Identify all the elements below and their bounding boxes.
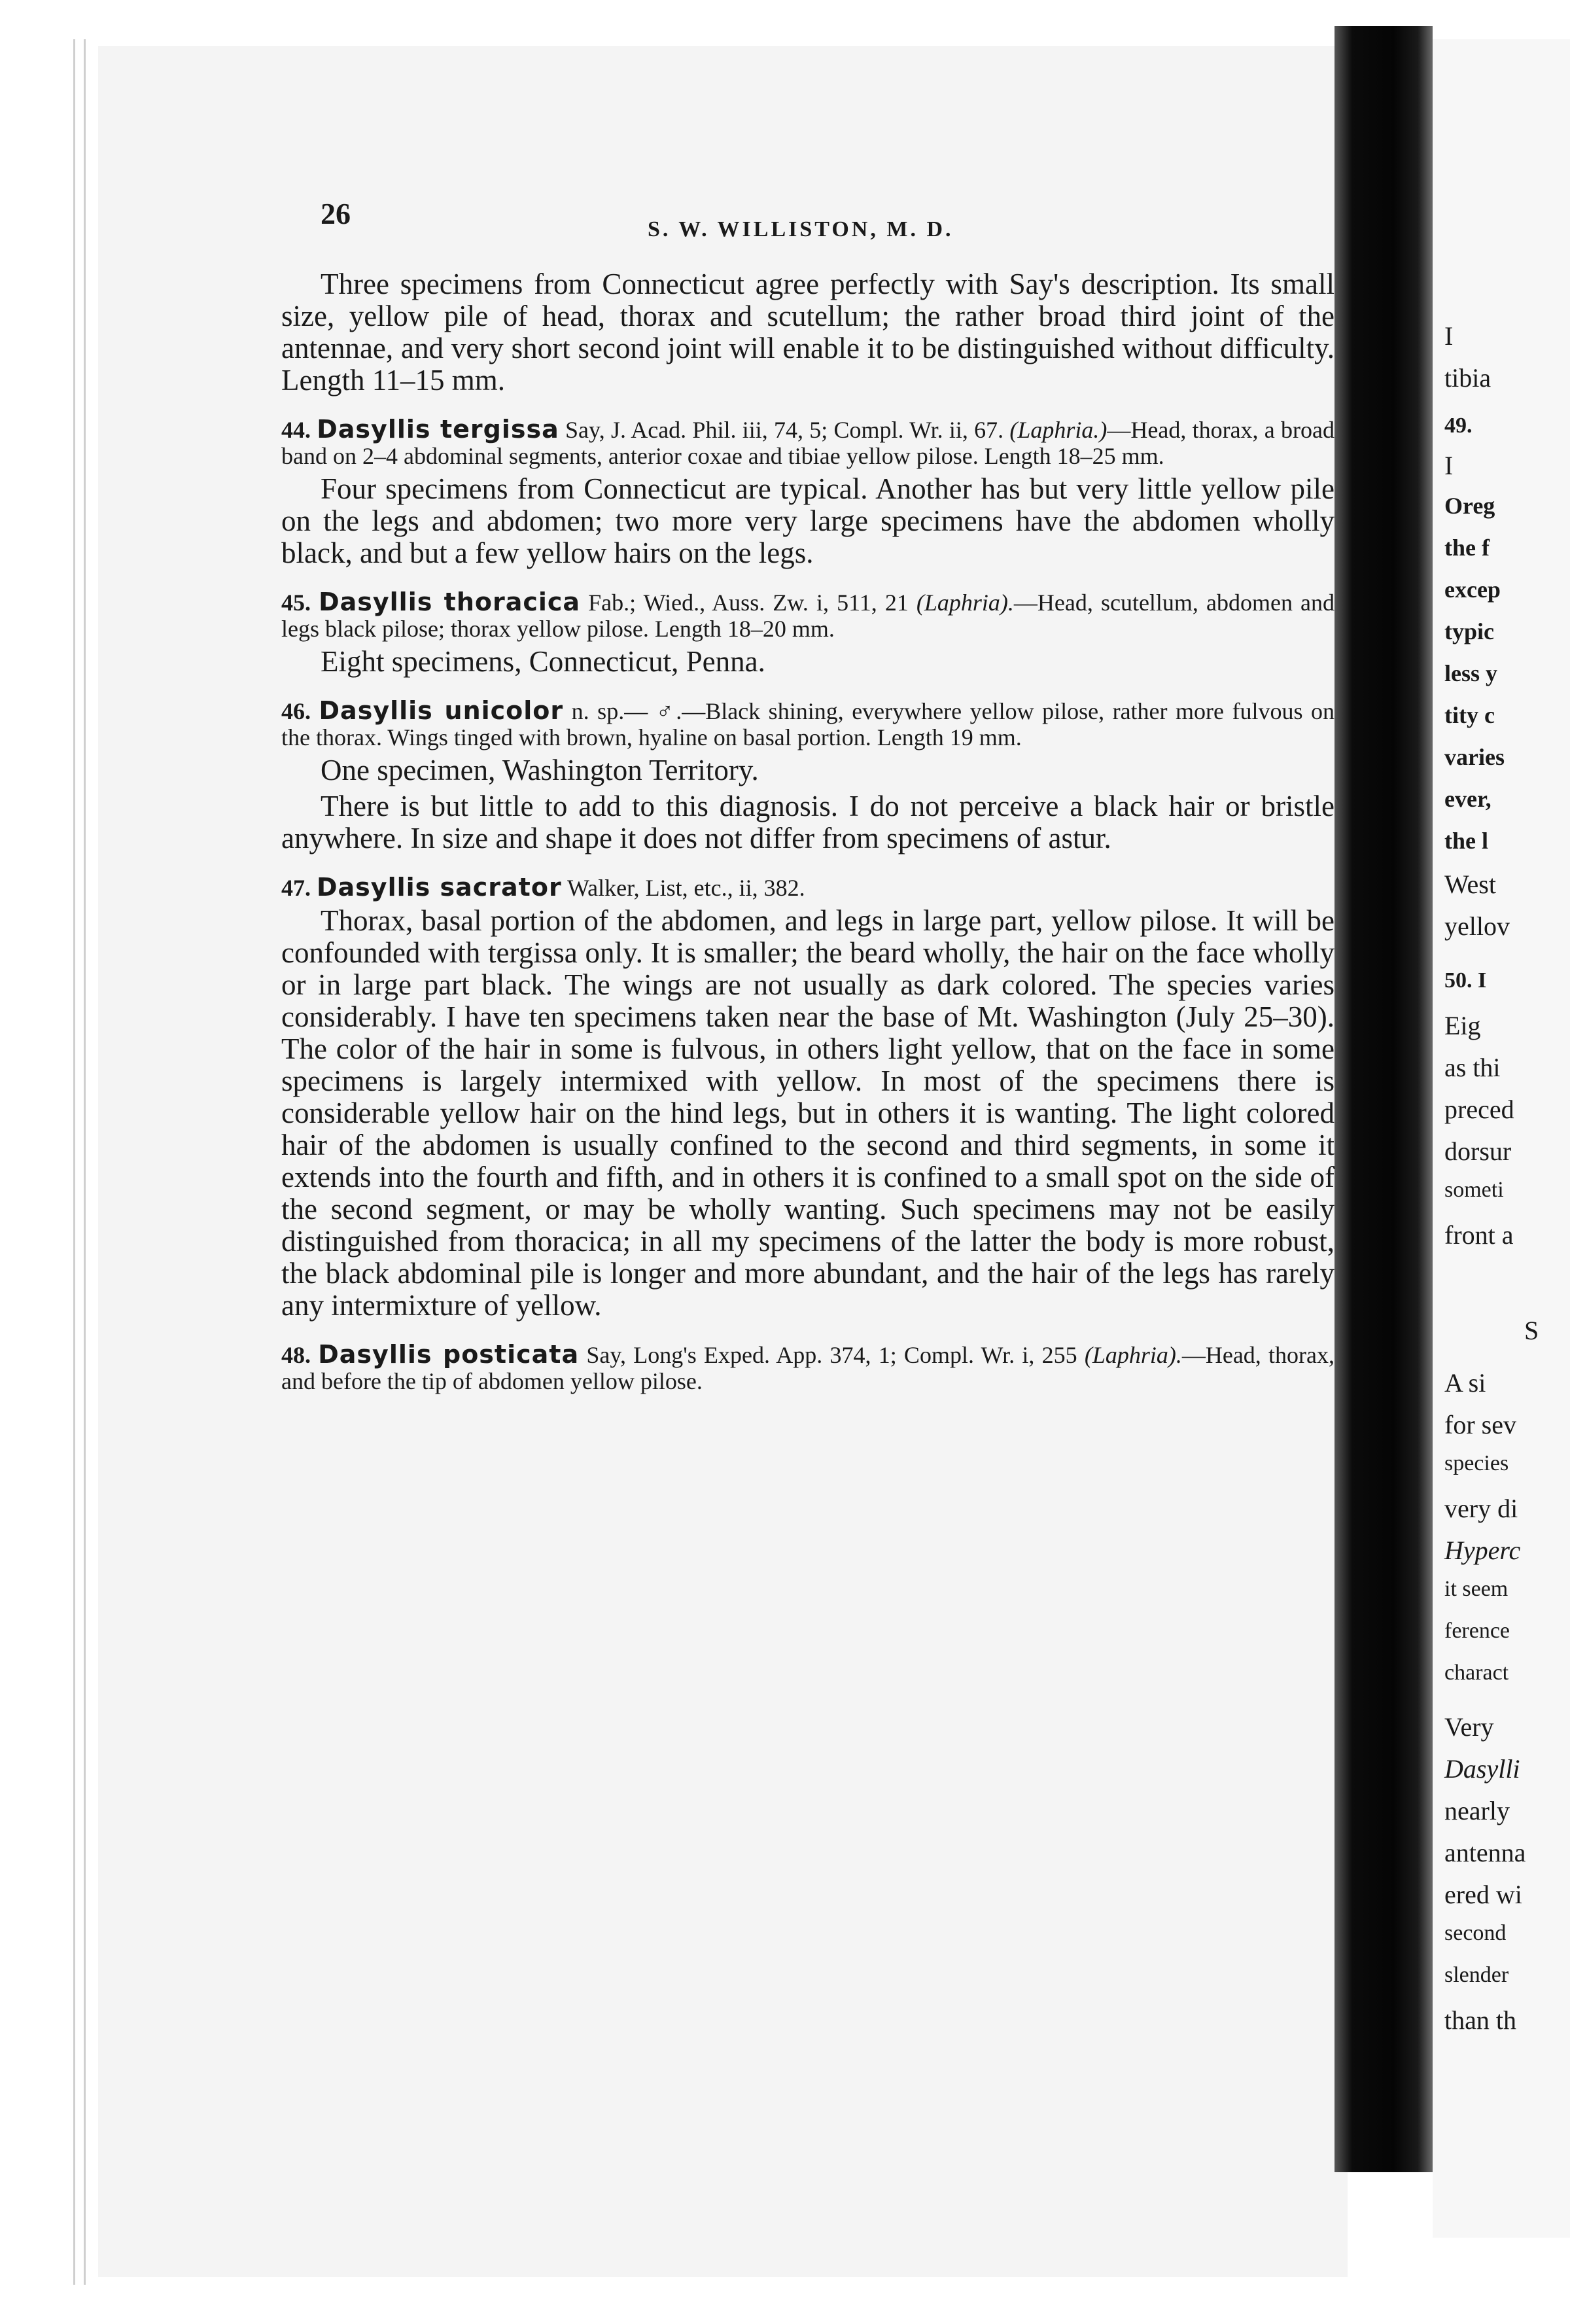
entry-number: 48. xyxy=(281,1342,311,1368)
original-genus: (Laphria). xyxy=(916,590,1014,616)
page-number: 26 xyxy=(321,197,351,230)
citation: n. sp.— ♂. xyxy=(571,698,682,724)
adjacent-fragment: it seem xyxy=(1444,1577,1509,1601)
adjacent-fragment: species xyxy=(1444,1451,1509,1475)
adjacent-fragment: the f xyxy=(1444,535,1490,561)
adjacent-fragment: S xyxy=(1524,1316,1539,1345)
entry-number: 46. xyxy=(281,698,311,724)
adjacent-fragment: Hyperc xyxy=(1444,1536,1521,1565)
adjacent-fragment: less y xyxy=(1444,660,1497,686)
adjacent-fragment: excep xyxy=(1444,576,1501,603)
intro-paragraph: Three specimens from Connecticut agree perfectly with Say's description. Its small size, yellow pile of head, thorax and scutellum; the rather broad third joint of the antennae, and very short second joint will enable it to be distinguished without difficulty. Length 11–15 mm. xyxy=(281,268,1334,396)
adjacent-fragment: as thi xyxy=(1444,1053,1501,1082)
diagnosis: —Head, thorax, a broad band on 2–4 abdominal segments, anterior coxae and tibiae yellow pilose. Length 18–25 mm. xyxy=(281,417,1334,469)
adjacent-fragment: I xyxy=(1444,451,1454,480)
adjacent-fragment: West xyxy=(1444,870,1496,899)
diagnosis: —Head, scutellum, abdomen and legs black pilose; thorax yellow pilose. Length 18–20 mm. xyxy=(281,590,1335,642)
original-genus: (Laphria.) xyxy=(1009,417,1108,443)
citation: Say, Long's Exped. App. 374, 1; Compl. Wr. i, 255 xyxy=(586,1342,1077,1368)
adjacent-fragment: second xyxy=(1444,1921,1507,1945)
adjacent-fragment: tity c xyxy=(1444,702,1495,728)
entry-paragraph: Four specimens from Connecticut are typical. Another has but very little yellow pile on the legs and abdomen; two more very large specimens have the abdomen wholly black, and but a few yellow hairs on the legs. xyxy=(281,472,1334,569)
species-entry-47 xyxy=(281,874,1334,901)
species-entry-45 xyxy=(281,589,1334,642)
adjacent-fragment: preced xyxy=(1444,1095,1514,1124)
species-name: Dasyllis sacrator xyxy=(317,873,562,902)
binding-edge-line xyxy=(73,39,75,2285)
adjacent-fragment: charact xyxy=(1444,1661,1509,1685)
adjacent-fragment: Dasylli xyxy=(1444,1754,1520,1784)
adjacent-fragment: typic xyxy=(1444,618,1494,644)
adjacent-fragment: dorsur xyxy=(1444,1136,1512,1166)
adjacent-fragment: front a xyxy=(1444,1220,1514,1250)
entry-number: 47. xyxy=(281,875,311,901)
diagnosis: —Head, thorax, and before the tip of abdomen yellow pilose. xyxy=(281,1342,1335,1394)
species-name: Dasyllis unicolor xyxy=(319,696,564,725)
page-header xyxy=(281,190,1334,242)
adjacent-fragment: I xyxy=(1444,321,1454,351)
adjacent-fragment: 50. I xyxy=(1444,968,1487,993)
entry-paragraph: Thorax, basal portion of the abdomen, and legs in large part, yellow pilose. It will be confounded with tergissa only. It is smaller; the beard wholly, the hair on the face wholly or in large part black. The wings are not usually as dark colored. The species varies considerably. I have ten specimens taken near the base of Mt. Washington (July 25–30). The color of the hair in some is fulvous, in others light yellow, that on the face in some specimens is largely intermixed with yellow. In most of the specimens there is considerable yellow hair on the hind legs, but in others it is wanting. The light colored hair of the abdomen is usually confined to the second and third segments, in some it extends into the fourth and fifth, and in others it is confined to a small spot on the side of the second segment, or may be wholly wanting. Such specimens may not be easily distinguished from thoracica; in all my specimens of the latter the body is more robust, the black abdominal pile is longer and more abundant, and the hair of the legs has rarely any intermixture of yellow. xyxy=(281,904,1334,1322)
adjacent-fragment: someti xyxy=(1444,1178,1504,1202)
adjacent-fragment: Very xyxy=(1444,1712,1494,1742)
adjacent-fragment: than th xyxy=(1444,2005,1516,2035)
diagnosis: —Black shining, everywhere yellow pilose, rather more fulvous on the thorax. Wings tinged with brown, hyaline on basal portion. Length 19 mm. xyxy=(281,698,1335,750)
adjacent-fragment: tibia xyxy=(1444,363,1492,393)
adjacent-fragment: Oreg xyxy=(1444,493,1495,519)
binding-edge-line xyxy=(84,39,86,2285)
entry-paragraph: There is but little to add to this diagnosis. I do not perceive a black hair or bristle anywhere. In size and shape it does not differ from specimens of astur. xyxy=(281,790,1334,854)
adjacent-fragment: 49. xyxy=(1444,414,1473,438)
adjacent-fragment: for sev xyxy=(1444,1410,1516,1439)
species-entry-48 xyxy=(281,1341,1334,1394)
adjacent-fragment: ference xyxy=(1444,1619,1510,1643)
adjacent-fragment: slender xyxy=(1444,1963,1509,1987)
entry-paragraph: Eight specimens, Connecticut, Penna. xyxy=(321,645,765,678)
adjacent-page xyxy=(1433,39,1570,2238)
adjacent-fragment: antenna xyxy=(1444,1838,1526,1867)
entry-number: 44. xyxy=(281,417,311,443)
adjacent-fragment: Eig xyxy=(1444,1011,1481,1040)
citation: Walker, List, etc., ii, 382. xyxy=(567,875,805,901)
running-head: S. W. WILLISTON, M. D. xyxy=(648,217,954,241)
adjacent-fragment: very di xyxy=(1444,1494,1518,1523)
species-entry-46 xyxy=(281,697,1334,750)
citation: Fab.; Wied., Auss. Zw. i, 511, 21 xyxy=(588,590,909,616)
adjacent-fragment: ered wi xyxy=(1444,1880,1522,1909)
species-name: Dasyllis posticata xyxy=(318,1340,580,1369)
adjacent-fragment: yellov xyxy=(1444,911,1510,941)
adjacent-fragment: nearly xyxy=(1444,1796,1510,1825)
adjacent-fragment: varies xyxy=(1444,744,1505,770)
species-entry-44 xyxy=(281,416,1334,469)
citation: Say, J. Acad. Phil. iii, 74, 5; Compl. Wr. ii, 67. xyxy=(565,417,1004,443)
adjacent-fragment: A si xyxy=(1444,1368,1486,1398)
entry-number: 45. xyxy=(281,590,311,616)
species-name: Dasyllis thoracica xyxy=(319,588,581,616)
adjacent-fragment: ever, xyxy=(1444,786,1492,812)
original-genus: (Laphria). xyxy=(1084,1342,1182,1368)
text-column xyxy=(281,190,1334,1394)
adjacent-fragment: the l xyxy=(1444,828,1488,854)
page-gutter-shadow xyxy=(1334,26,1433,2172)
entry-paragraph: One specimen, Washington Territory. xyxy=(321,754,759,786)
species-name: Dasyllis tergissa xyxy=(317,415,559,444)
